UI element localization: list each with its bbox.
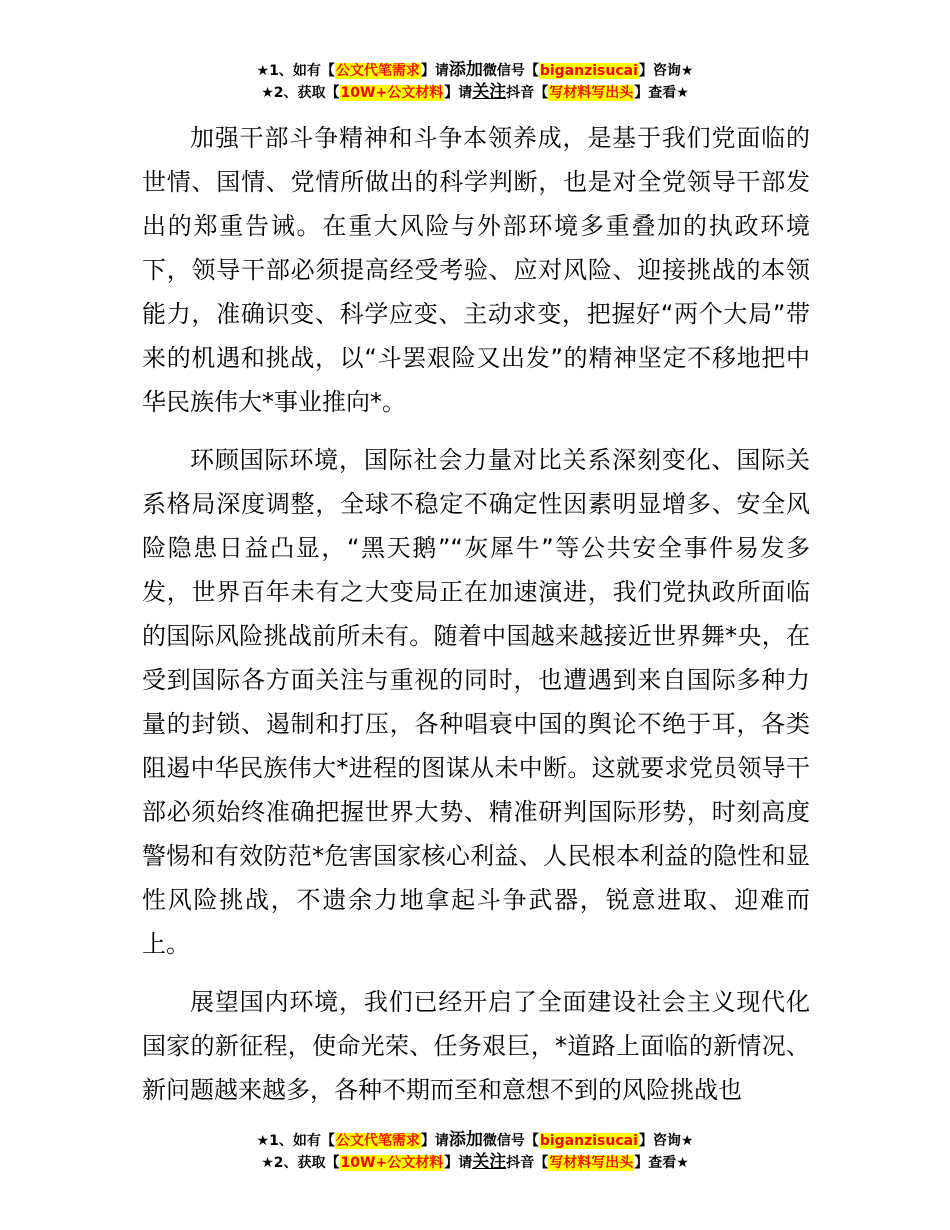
banner-line-1 [0,59,950,81]
banner-text: 】咨询 [638,63,681,79]
highlight-douyin-account: 写材料写出头 [549,1155,634,1171]
banner-line-2 [0,1151,950,1173]
highlight-douyin-account: 写材料写出头 [549,85,634,101]
highlight-wechat-id: biganzisucai [539,63,638,79]
highlight-service: 公文代笔需求 [335,1133,420,1149]
banner-text: 】请 [444,1155,473,1171]
paragraph-3: 展望国内环境，我们已经开启了全面建设社会主义现代化国家的新征程，使命光荣、任务艰巨，*道路上面临的新情况、新问题越来越多，各种不期而至和意想不到的风险挑战也 [142,988,810,1104]
banner-text: 】请 [420,1133,449,1149]
banner-text: 】查看 [634,85,677,101]
banner-text: 】查看 [634,1155,677,1171]
footer-banner [0,1129,950,1173]
star-icon: ★ [680,63,694,79]
banner-text: 】请 [420,63,449,79]
banner-emphasis: 关注 [472,82,507,102]
document-body [142,116,810,1126]
banner-text: 1、如有【 [269,1133,335,1149]
banner-text: 1、如有【 [269,63,335,79]
banner-text: 微信号【 [482,63,539,79]
star-icon: ★ [261,85,274,101]
banner-text: 抖音【 [506,1155,549,1171]
banner-emphasis: 添加 [448,1130,483,1150]
banner-emphasis: 关注 [472,1152,507,1172]
star-icon: ★ [256,63,270,79]
banner-text: 抖音【 [506,85,549,101]
paragraph-2: 环顾国际环境，国际社会力量对比关系深刻变化、国际关系格局深度调整，全球不稳定不确定性因素明显增多、安全风险隐患日益凸显，“黑天鹅”“灰犀牛”等公共安全事件易发多发，世界百年未有之大变局正在加速演进，我们党执政所面临的国际风险挑战前所未有。随着中国越来越接近世界舞*央，在受到国际各方面关注与重视的同时，也遭遇到来自国际多种力量的封锁、遏制和打压，各种唱衰中国的舆论不绝于耳，各类阻遏中华民族伟大*进程的图谋从未中断。这就要求党员领导干部必须始终准确把握世界大势、精准研判国际形势，时刻高度警惕和有效防范*危害国家核心利益、人民根本利益的隐性和显性风险挑战，不遗余力地拿起斗争武器，锐意进取、迎难而上。 [142,446,810,958]
star-icon: ★ [261,1155,274,1171]
header-banner [0,59,950,103]
banner-text: 2、获取【 [273,85,340,101]
star-icon: ★ [680,1133,694,1149]
highlight-service: 公文代笔需求 [335,63,420,79]
banner-text: 】请 [444,85,473,101]
banner-text: 2、获取【 [273,1155,340,1171]
highlight-materials: 10W+公文材料 [340,1155,444,1171]
paragraph-1: 加强干部斗争精神和斗争本领养成，是基于我们党面临的世情、国情、党情所做出的科学判断，也是对全党领导干部发出的郑重告诫。在重大风险与外部环境多重叠加的执政环境下，领导干部必须提高经受考验、应对风险、迎接挑战的本领能力，准确识变、科学应变、主动求变，把握好“两个大局”带来的机遇和挑战，以“斗罢艰险又出发”的精神坚定不移地把中华民族伟大*事业推向*。 [142,124,810,416]
star-icon: ★ [256,1133,270,1149]
banner-emphasis: 添加 [448,60,483,80]
highlight-wechat-id: biganzisucai [539,1133,638,1149]
banner-line-2 [0,81,950,103]
banner-text: 微信号【 [482,1133,539,1149]
star-icon: ★ [676,1155,689,1171]
banner-line-1 [0,1129,950,1151]
star-icon: ★ [676,85,689,101]
banner-text: 】咨询 [638,1133,681,1149]
highlight-materials: 10W+公文材料 [340,85,444,101]
